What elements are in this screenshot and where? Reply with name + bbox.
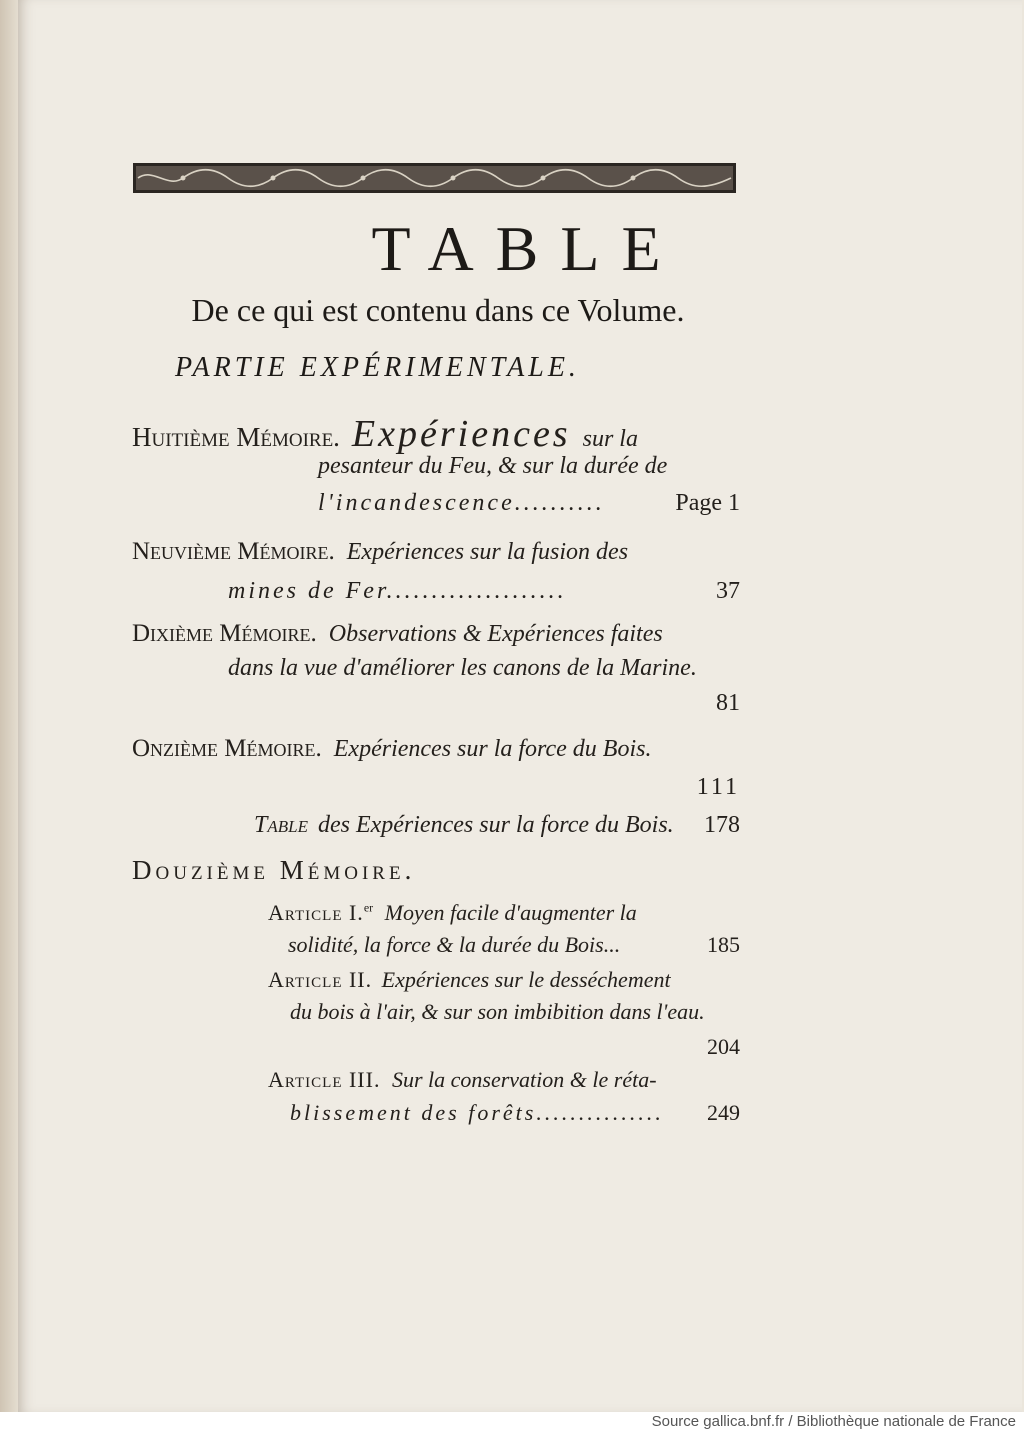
- entry-label-sup: er: [363, 900, 374, 915]
- entry-label: Article II.: [268, 967, 373, 992]
- entry-text: solidité, la force & la durée du Bois...: [288, 932, 621, 957]
- entry-text: blissement des forêts...............: [290, 1100, 664, 1125]
- entry-text: Moyen facile d'augmenter la: [384, 900, 637, 925]
- entry-text: Expériences sur la force du Bois.: [333, 736, 652, 762]
- entry-page: 178: [704, 812, 740, 838]
- entry-page: 111: [696, 774, 740, 800]
- entry-text: Expériences sur la fusion des: [346, 539, 629, 565]
- entry-label: Article I.: [268, 900, 364, 925]
- entry-label: Onzième Mémoire.: [132, 735, 322, 762]
- ornament-band: [133, 163, 736, 193]
- entry-page: Page 1: [675, 490, 740, 516]
- entry-page: 185: [707, 932, 740, 957]
- entry-page: 37: [716, 578, 740, 604]
- page-title: TABLE: [371, 213, 683, 284]
- entry-text: Observations & Expériences faites: [328, 621, 663, 647]
- page-subtitle: De ce qui est contenu dans ce Volume.: [191, 292, 685, 328]
- entry-label: Dixième Mémoire.: [132, 620, 317, 647]
- entry-page: 249: [707, 1100, 740, 1125]
- entry-page: 204: [707, 1034, 740, 1059]
- entry-page: 81: [716, 690, 740, 716]
- entry-text: Sur la conservation & le réta-: [391, 1067, 657, 1092]
- entry-text: du bois à l'air, & sur son imbibition dans l'eau.: [290, 999, 705, 1024]
- entry-title-big: Expériences: [351, 413, 571, 455]
- entry-text: sur la: [582, 426, 638, 452]
- entry-text: dans la vue d'améliorer les canons de la Marine.: [228, 655, 697, 681]
- entry-text: pesanteur du Feu, & sur la durée de: [318, 453, 668, 479]
- source-credit: Source gallica.bnf.fr / Bibliothèque nationale de France: [651, 1413, 1016, 1430]
- entry-label: Article III.: [268, 1067, 381, 1092]
- entry-label: Neuvième Mémoire.: [132, 538, 335, 565]
- entry-text: Expériences sur le desséchement: [381, 967, 671, 992]
- entry-text: des Expériences sur la force du Bois.: [317, 812, 674, 838]
- entry-label: Huitième Mémoire.: [132, 422, 340, 452]
- entry-text: mines de Fer....................: [228, 578, 567, 604]
- entry-text: l'incandescence..........: [318, 490, 605, 516]
- part-heading: PARTIE EXPÉRIMENTALE.: [175, 352, 580, 383]
- entry-label: Table: [254, 812, 308, 838]
- entry-label: Douzième Mémoire.: [132, 855, 416, 885]
